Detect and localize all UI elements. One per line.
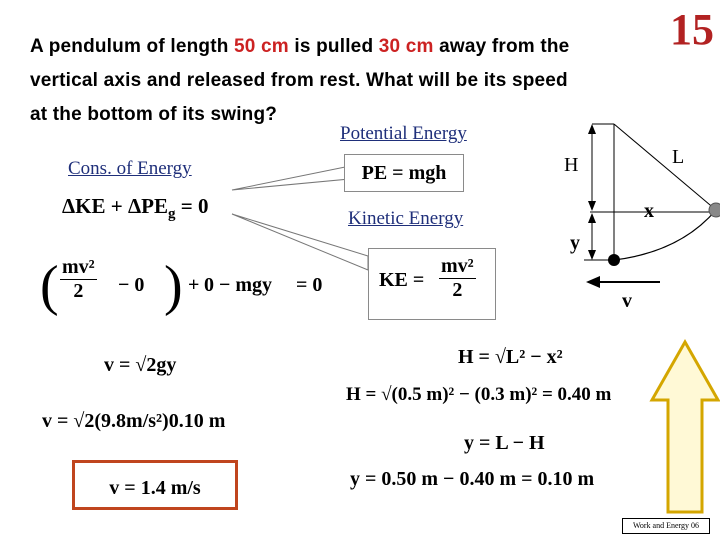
expand-equals: = 0 xyxy=(296,274,323,296)
up-arrow xyxy=(652,342,718,512)
question-line-3: at the bottom of its swing? xyxy=(30,104,278,125)
slide-number: 15 xyxy=(670,5,714,54)
label-v: v xyxy=(622,290,632,312)
velocity-arrowhead xyxy=(586,276,600,288)
label-L: L xyxy=(672,146,685,168)
h-substituted: H = √(0.5 m)² − (0.3 m)² = 0.40 m xyxy=(346,384,612,405)
bob-bottom xyxy=(608,254,620,266)
y-arrow-bottom xyxy=(588,250,596,260)
length-value: 50 cm xyxy=(234,36,289,57)
h-formula: H = √L² − x² xyxy=(458,346,563,368)
h-arrow-top xyxy=(588,124,596,134)
pe-equation: PE = mgh xyxy=(361,162,447,184)
conservation-label: Cons. of Energy xyxy=(68,158,192,179)
expand-minus-zero: − 0 xyxy=(118,274,145,296)
cons-sub: g xyxy=(167,206,176,223)
swing-arc xyxy=(614,210,716,260)
expand-denominator: 2 xyxy=(73,280,84,302)
answer-value: v = 1.4 m/s xyxy=(109,477,201,499)
ke-denominator: 2 xyxy=(452,279,463,301)
question-text: away from the xyxy=(433,36,570,57)
expanded-equation xyxy=(40,252,330,322)
label-y: y xyxy=(570,232,580,254)
ke-fraction xyxy=(439,255,476,302)
y-formula: y = L − H xyxy=(464,432,545,454)
conservation-equation xyxy=(62,194,208,223)
displaced-string xyxy=(614,124,716,210)
ke-equation-box xyxy=(368,248,496,320)
answer-box xyxy=(72,460,238,510)
pull-value: 30 cm xyxy=(378,36,434,57)
cons-rhs: = 0 xyxy=(175,194,209,218)
question-line-2: vertical axis and released from rest. What will be its speed xyxy=(30,70,568,91)
expand-pe-term: 0 − mgy xyxy=(204,274,273,296)
pe-callout xyxy=(232,164,360,190)
cons-lhs: ΔKE + ΔPE xyxy=(62,194,168,218)
question-text: A pendulum of length xyxy=(30,36,235,57)
footer-label: Work and Energy 06 xyxy=(622,518,710,534)
bob-released xyxy=(709,203,720,217)
ke-lhs: KE = xyxy=(379,269,425,291)
y-substituted: y = 0.50 m − 0.40 m = 0.10 m xyxy=(350,468,595,490)
question-text: is pulled xyxy=(288,36,379,57)
label-x: x xyxy=(644,200,654,222)
h-arrow-bottom xyxy=(588,201,596,211)
ke-numerator: mv² xyxy=(441,255,474,277)
expand-numerator: mv² xyxy=(62,256,95,278)
pe-equation-box xyxy=(344,154,464,192)
paren-close: ) xyxy=(164,255,183,317)
expand-plus: + xyxy=(188,274,200,296)
paren-open: ( xyxy=(40,255,59,317)
label-H: H xyxy=(564,154,579,176)
potential-energy-label: Potential Energy xyxy=(340,123,467,144)
velocity-substituted: v = √2(9.8m/s²)0.10 m xyxy=(42,410,226,432)
velocity-formula: v = √2gy xyxy=(104,354,177,376)
expand-fraction xyxy=(60,256,97,303)
y-arrow-top xyxy=(588,213,596,223)
kinetic-energy-label: Kinetic Energy xyxy=(348,208,464,229)
